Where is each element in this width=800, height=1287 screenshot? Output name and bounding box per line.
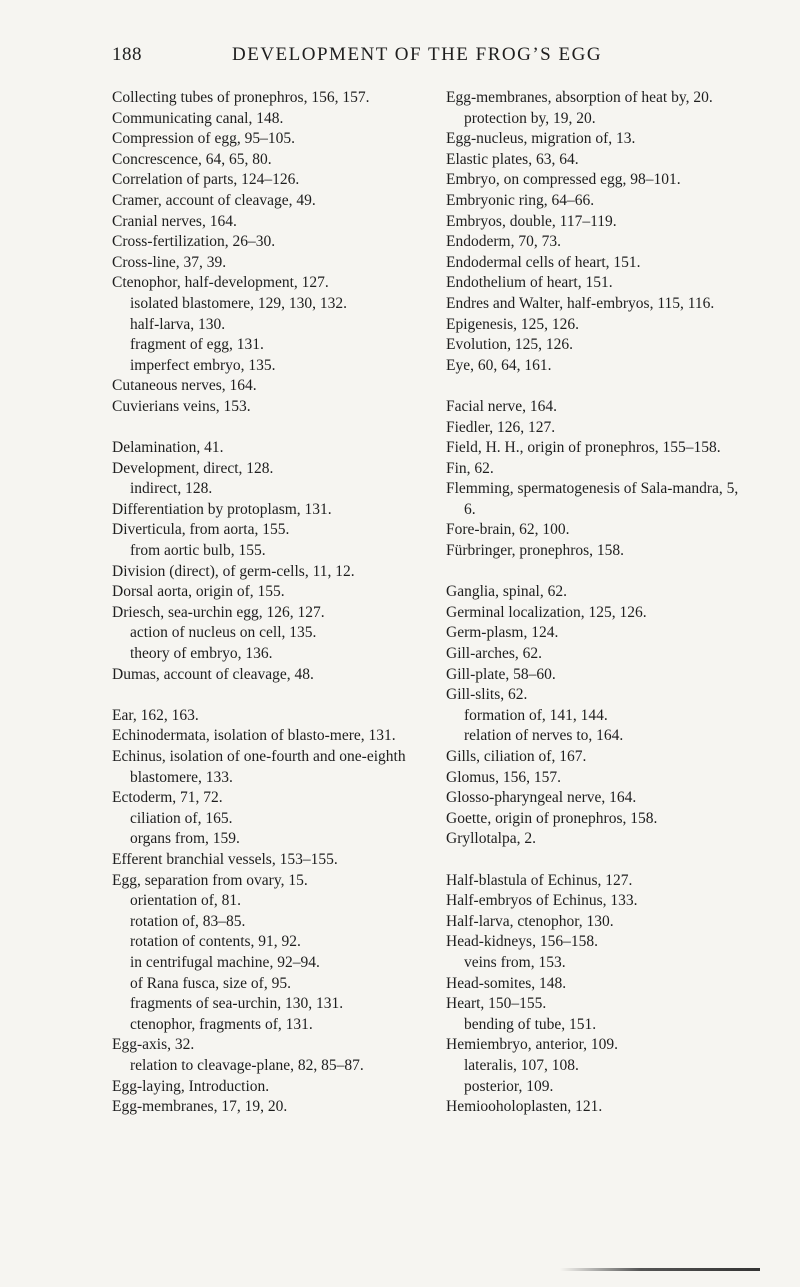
index-entry: Half-larva, ctenophor, 130. bbox=[446, 912, 614, 930]
index-subentry: theory of embryo, 136. bbox=[130, 645, 273, 663]
index-entry: Germ-plasm, 124. bbox=[446, 624, 559, 642]
index-subentry: action of nucleus on cell, 135. bbox=[130, 624, 317, 642]
index-entry: Goette, origin of pronephros, 158. bbox=[446, 809, 658, 827]
index-entry: Glosso-pharyngeal nerve, 164. bbox=[446, 789, 637, 807]
index-entry: Ear, 162, 163. bbox=[112, 706, 199, 724]
index-entry: Embryonic ring, 64–66. bbox=[446, 191, 595, 209]
index-subentry: lateralis, 107, 108. bbox=[464, 1056, 579, 1074]
index-column-left bbox=[112, 88, 412, 1118]
index-subentry: in centrifugal machine, 92–94. bbox=[130, 953, 320, 971]
index-entry: Fiedler, 126, 127. bbox=[446, 418, 556, 436]
index-subentry: posterior, 109. bbox=[464, 1077, 554, 1095]
index-subentry: half-larva, 130. bbox=[130, 315, 226, 333]
section-gap bbox=[446, 376, 752, 397]
index-entry: Endoderm, 70, 73. bbox=[446, 233, 561, 251]
index-entry: Ganglia, spinal, 62. bbox=[446, 583, 567, 601]
index-entry: Correlation of parts, 124–126. bbox=[112, 171, 300, 189]
index-entry: Cutaneous nerves, 164. bbox=[112, 377, 257, 395]
index-entry: Evolution, 125, 126. bbox=[446, 336, 574, 354]
index-subentry: formation of, 141, 144. bbox=[464, 706, 608, 724]
index-subentry: imperfect embryo, 135. bbox=[130, 356, 276, 374]
index-entry: Dorsal aorta, origin of, 155. bbox=[112, 583, 285, 601]
index-entry: Ectoderm, 71, 72. bbox=[112, 789, 223, 807]
index-entry: Echinodermata, isolation of blasto-mere, 131. bbox=[112, 727, 396, 745]
index-entry: Cross-fertilization, 26–30. bbox=[112, 233, 276, 251]
index-subentry: protection by, 19, 20. bbox=[464, 109, 596, 127]
index-entry: Egg-laying, Introduction. bbox=[112, 1077, 270, 1095]
index-entry: Head-kidneys, 156–158. bbox=[446, 933, 598, 951]
index-entry: Hemiembryo, anterior, 109. bbox=[446, 1036, 618, 1054]
index-entry: Driesch, sea-urchin egg, 126, 127. bbox=[112, 603, 325, 621]
index-entry: Elastic plates, 63, 64. bbox=[446, 150, 579, 168]
index-entry: Gryllotalpa, 2. bbox=[446, 830, 536, 848]
index-entry: Delamination, 41. bbox=[112, 439, 224, 457]
index-subentry: of Rana fusca, size of, 95. bbox=[130, 974, 291, 992]
index-entry: Echinus, isolation of one-fourth and one-eighth blastomere, 133. bbox=[112, 748, 406, 786]
index-entry: Half-embryos of Echinus, 133. bbox=[446, 892, 638, 910]
index-subentry: rotation of contents, 91, 92. bbox=[130, 933, 301, 951]
running-title: DEVELOPMENT OF THE FROG’S EGG bbox=[232, 44, 603, 65]
section-gap bbox=[112, 418, 412, 439]
index-entry: Endodermal cells of heart, 151. bbox=[446, 253, 641, 271]
index-entry: Dumas, account of cleavage, 48. bbox=[112, 665, 314, 683]
index-entry: Egg-axis, 32. bbox=[112, 1036, 195, 1054]
index-subentry: organs from, 159. bbox=[130, 830, 240, 848]
index-entry: Egg, separation from ovary, 15. bbox=[112, 871, 308, 889]
index-subentry: bending of tube, 151. bbox=[464, 1015, 597, 1033]
index-entry: Half-blastula of Echinus, 127. bbox=[446, 871, 633, 889]
index-entry: Egg-membranes, 17, 19, 20. bbox=[112, 1098, 288, 1116]
index-entry: Hemiooholoplasten, 121. bbox=[446, 1098, 603, 1116]
index-entry: Compression of egg, 95–105. bbox=[112, 130, 295, 148]
index-entry: Fore-brain, 62, 100. bbox=[446, 521, 570, 539]
index-entry: Endres and Walter, half-embryos, 115, 116. bbox=[446, 294, 715, 312]
index-subentry: ctenophor, fragments of, 131. bbox=[130, 1015, 313, 1033]
index-entry: Egg-membranes, absorption of heat by, 20. bbox=[446, 89, 713, 106]
index-entry: Egg-nucleus, migration of, 13. bbox=[446, 130, 636, 148]
section-gap bbox=[112, 685, 412, 706]
index-entry: Differentiation by protoplasm, 131. bbox=[112, 500, 332, 518]
index-subentry: rotation of, 83–85. bbox=[130, 912, 246, 930]
index-entry: Gills, ciliation of, 167. bbox=[446, 748, 587, 765]
index-entry: Division (direct), of germ-cells, 11, 12. bbox=[112, 562, 355, 580]
index-entry: Gill-plate, 58–60. bbox=[446, 665, 556, 683]
index-subentry: fragments of sea-urchin, 130, 131. bbox=[130, 995, 344, 1013]
index-subentry: from aortic bulb, 155. bbox=[130, 542, 266, 560]
index-subentry: ciliation of, 165. bbox=[130, 809, 233, 827]
index-subentry: relation of nerves to, 164. bbox=[464, 727, 624, 745]
index-entry: Embryo, on compressed egg, 98–101. bbox=[446, 171, 681, 189]
index-subentry: veins from, 153. bbox=[464, 953, 566, 971]
index-entry: Diverticula, from aorta, 155. bbox=[112, 521, 290, 539]
index-subentry: orientation of, 81. bbox=[130, 892, 242, 910]
index-entry: Cramer, account of cleavage, 49. bbox=[112, 191, 316, 209]
index-entry: Epigenesis, 125, 126. bbox=[446, 315, 580, 333]
index-entry: Eye, 60, 64, 161. bbox=[446, 356, 552, 374]
index-entry: Head-somites, 148. bbox=[446, 974, 567, 992]
index-entry: Communicating canal, 148. bbox=[112, 109, 284, 127]
index-subentry: isolated blastomere, 129, 130, 132. bbox=[130, 294, 347, 312]
index-entry: Heart, 150–155. bbox=[446, 995, 547, 1013]
index-entry: Gill-slits, 62. bbox=[446, 686, 528, 704]
index-entry: Fürbringer, pronephros, 158. bbox=[446, 542, 625, 560]
section-gap bbox=[446, 562, 752, 583]
index-entry: Endothelium of heart, 151. bbox=[446, 274, 613, 292]
bottom-rule bbox=[560, 1268, 760, 1271]
index-entry: Embryos, double, 117–119. bbox=[446, 212, 617, 230]
index-entry: Field, H. H., origin of pronephros, 155–158. bbox=[446, 439, 721, 457]
index-column-right bbox=[446, 88, 752, 1118]
index-entry: Efferent branchial vessels, 153–155. bbox=[112, 850, 338, 868]
index-entry: Cuvierians veins, 153. bbox=[112, 397, 251, 415]
index-entry: Glomus, 156, 157. bbox=[446, 768, 561, 786]
index-subentry: fragment of egg, 131. bbox=[130, 336, 264, 354]
index-subentry: indirect, 128. bbox=[130, 480, 213, 498]
index-entry: Ctenophor, half-development, 127. bbox=[112, 274, 329, 292]
index-entry: Cross-line, 37, 39. bbox=[112, 253, 227, 271]
index-entry: Collecting tubes of pronephros, 156, 157. bbox=[112, 89, 370, 106]
index-entry: Concrescence, 64, 65, 80. bbox=[112, 150, 272, 168]
index-entry: Gill-arches, 62. bbox=[446, 645, 542, 663]
index-entry: Fin, 62. bbox=[446, 459, 494, 477]
index-entry: Flemming, spermatogenesis of Sala-mandra, 5, 6. bbox=[446, 480, 739, 518]
index-entry: Cranial nerves, 164. bbox=[112, 212, 237, 230]
page-number: 188 bbox=[112, 44, 142, 65]
section-gap bbox=[446, 850, 752, 871]
index-entry: Development, direct, 128. bbox=[112, 459, 274, 477]
index-entry: Facial nerve, 164. bbox=[446, 397, 558, 415]
index-entry: Germinal localization, 125, 126. bbox=[446, 603, 647, 621]
index-subentry: relation to cleavage-plane, 82, 85–87. bbox=[130, 1056, 364, 1074]
